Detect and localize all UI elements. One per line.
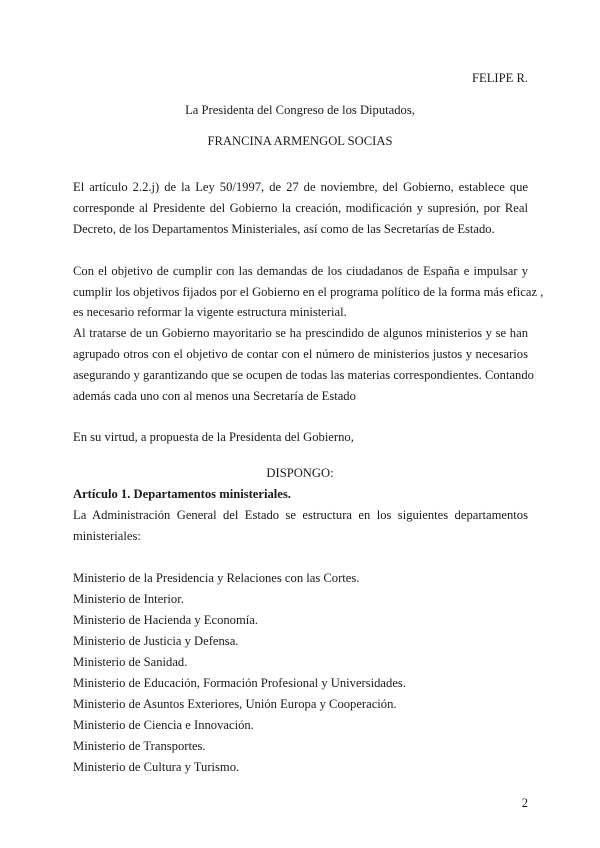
ministry-item: Ministerio de Educación, Formación Profesional y Universidades. [73, 676, 406, 690]
paragraph-2-line-1: Con el objetivo de cumplir con las demandas de los ciudadanos de España e impulsar y [73, 264, 528, 278]
paragraph-1-line-1: El artículo 2.2.j) de la Ley 50/1997, de 27 de noviembre, del Gobierno, establece que [73, 180, 528, 194]
ministry-item: Ministerio de Cultura y Turismo. [73, 760, 240, 774]
paragraph-1-line-2: corresponde al Presidente del Gobierno la creación, modificación y supresión, por Real [73, 201, 528, 215]
ministry-item: Ministerio de Asuntos Exteriores, Unión Europa y Cooperación. [73, 697, 397, 711]
countersign-title: La Presidenta del Congreso de los Diputados, [185, 103, 415, 117]
ministry-item: Ministerio de Sanidad. [73, 655, 188, 669]
article-intro-line-1: La Administración General del Estado se estructura en los siguientes departamentos [73, 508, 528, 522]
royal-signature: FELIPE R. [472, 71, 528, 85]
ministry-item: Ministerio de Interior. [73, 592, 184, 606]
paragraph-3-line-1: Al tratarse de un Gobierno mayoritario se ha prescindido de algunos ministerios y se han [73, 326, 528, 340]
paragraph-2-line-2: cumplir los objetivos fijados por el Gobierno en el programa político de la forma más eficaz , [73, 285, 544, 299]
page-number: 2 [521, 796, 528, 810]
proposal-line: En su virtud, a propuesta de la Presidenta del Gobierno, [73, 430, 354, 444]
ministry-item: Ministerio de Transportes. [73, 739, 206, 753]
paragraph-2-line-3: es necesario reformar la vigente estructura ministerial. [73, 305, 347, 319]
dispongo-heading: DISPONGO: [266, 466, 334, 480]
article-title: Artículo 1. Departamentos ministeriales. [73, 487, 291, 501]
paragraph-3-line-3: asegurando y garantizando que se ocupen de todas las materias correspondientes. Contando [73, 368, 534, 382]
article-intro-line-2: ministeriales: [73, 529, 141, 543]
ministry-item: Ministerio de Hacienda y Economía. [73, 613, 259, 627]
paragraph-3-line-2: agrupado otros con el objetivo de contar con el número de ministerios justos y necesarios [73, 347, 528, 361]
ministry-item: Ministerio de Ciencia e Innovación. [73, 718, 254, 732]
paragraph-3-line-4: además cada uno con al menos una Secretaría de Estado [73, 389, 356, 403]
paragraph-1-line-3: Decreto, de los Departamentos Ministeriales, así como de las Secretarías de Estado. [73, 222, 495, 236]
ministry-item: Ministerio de la Presidencia y Relaciones con las Cortes. [73, 571, 360, 585]
ministry-item: Ministerio de Justicia y Defensa. [73, 634, 239, 648]
countersign-name: FRANCINA ARMENGOL SOCIAS [207, 134, 393, 148]
